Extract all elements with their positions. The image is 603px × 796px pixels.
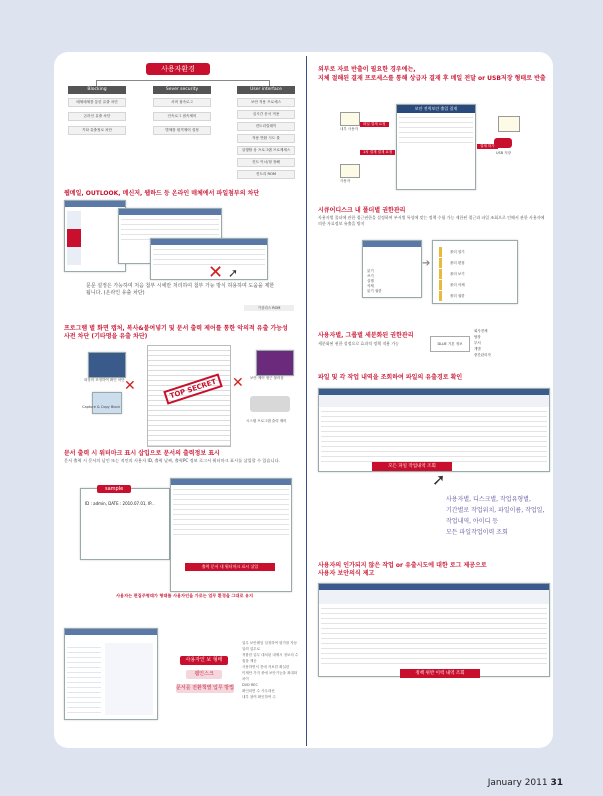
sec6-item: 부서 [474,341,481,345]
tree-column-server [153,98,211,140]
sec7-list-item: 모든 파일작업이력 조회 [446,529,508,536]
approval-label-2: 1차 결재 결재 요청 [360,150,395,155]
footer-year: 2011 [524,778,548,788]
perm-item: 읽기 권한 [367,289,382,293]
sec4-pill-1: 웹인스크 [186,670,222,679]
sec1-block-x-icon: ✕ [208,262,224,283]
sec4-note: DVD REC [242,683,258,687]
tree-item-blocking: 메체메체를 통한 유출 차단 [68,98,126,107]
sec1-red-square [67,229,81,247]
footer-month: January [487,778,522,788]
tree-item-blocking: 온라인 유출 차단 [68,112,126,121]
sec6-item: 회사전체 [474,329,488,333]
top-heading-2: 지체 절해된 결재 프로세스를 통해 상급자 결재 후 메일 전달 or USB저장 형태로 반출 [318,75,546,82]
sec7-list-item: 작업내역, 아이디 등 [446,518,499,525]
approval-label-6: USB 저장 [496,151,512,155]
sec7-list-item: 기간별로 작업위치, 파일이름, 작업일, [446,507,545,514]
folder-item: 폴더 권한 [439,291,465,301]
tree-item-server: 별체를 원격제어 설정 [153,126,211,135]
tree-item-ui: 컨트리 ROM [237,170,295,179]
sec5-desc: 사용자별 폴더에 관한 접근권한을 설정하여 부서별 특성에 맞는 정책 수립 가능 제한된 접근과 파일 조회으로 인해서 관한 사용자에 의한 자료정보 유출을 방지 [318,215,545,226]
sec2-label-4: 시스템 프로그램 출력 제어 [246,419,287,423]
sec2-x-right-icon: ✕ [232,375,244,391]
sec1-tag: 기상리스 ROM [244,305,294,311]
sec6-item: 개별 [474,347,481,351]
log-row [321,659,547,664]
sec6-item: 중간관리자 [474,353,491,357]
sec2-top-secret: TOP SECRET [163,373,223,404]
page-footer [488,778,563,788]
tree-item-server: 서버 접속로그 [153,98,211,107]
sec5-permission-dialog [362,240,422,298]
sec1-heading: 웹메일, OUTLOOK, 메신저, 웹하드 등 온라인 매체에서 파일첨부의 차단 [64,190,260,197]
approval-label-8: 사용자 [340,179,351,183]
approval-label-0: 내부 사용자 [340,127,359,131]
perm-item: 실행 [367,279,374,283]
approval-envelope-right-icon [498,116,520,132]
sec3-sample-text: ID : admin, DATE : 2010.07.01, IP... [85,501,155,506]
sec4-file-area [105,643,153,715]
perm-list [367,269,382,294]
sec4-notes [242,640,300,700]
tree-item-ui: 적용 반환 시도 룰 [237,134,295,143]
folder-list [439,247,465,302]
sec2-x-left-icon: ✕ [124,378,136,394]
sec4-note: 내부 참여 확인하여 수 [242,695,276,699]
column-divider [306,56,307,746]
tree-column-blocking [68,98,126,140]
sec4-pill-0: 사용자인 보 형태 [180,656,228,665]
title-box: 사용자환경 [146,63,210,75]
sec2-label-2: Capture & Copy Block [82,405,121,409]
folder-item: 폴더 편집 [439,258,465,268]
sec2-label-0: 화상의 조정하여 확인 차단 [84,378,125,382]
approval-envelope-bottom-icon [340,164,360,178]
perm-item: 삭제 [367,284,374,288]
tree-header-server: Sever security [153,86,211,94]
sec6-box: DLUE 기본 정보 [430,336,470,352]
sec2-monitor-right [256,350,294,376]
approval-label-3: 결재 허가 [477,144,498,149]
sec4-note: 업무 보안레임 설정하여 뭔가를 자동입력 업무로 [242,641,298,651]
sec3-heading: 문서 출력 시 워터마크 표시 삽입으로 문서의 출력정보 표시 [64,450,220,457]
approval-envelope-left-icon [340,112,360,126]
sec3-sample-label: sample [97,485,131,493]
sec4-tree [67,643,101,715]
sec7-cursor-icon: ➚ [432,470,446,489]
folder-item: 폴더 열기 [439,247,465,257]
sec2-label-3: 보안 제어 접근 불러움 [250,376,284,380]
tree-item-ui: 보안 적용 프로세스 [237,98,295,107]
sec7-log-rows [319,407,549,462]
tree-column-ui [237,98,295,182]
sec5-heading: 시큐어디스크 내 폴더별 권한관리 [318,207,406,214]
footer-page-number: 31 [550,778,563,788]
sec4-heading: 사용자는 편집주형태가 형태를 사용자인을 가로는 업무 환경을 그대로 유지 [116,593,254,598]
tree-item-ui: 실행할 상 프로그램 프로제세스 [237,146,295,155]
sec6-items [474,328,491,358]
sec8-heading-2: 사용자 보안의식 제고 [318,570,375,577]
top-heading: 외부로 자료 반출이 필요한 경우에는, [318,66,416,73]
sec4-explorer [64,628,158,720]
sec8-log-rows [319,604,549,664]
sec7-list-item: 사용자별, 디스크별, 작업유형별, [446,496,531,503]
sec7-list [446,494,556,538]
sec8-log-window [318,583,550,677]
sec7-banner: 모든 파일 작업내역 조회 [372,462,452,471]
sec6-heading: 사용자별, 그룹별 세분화된 권한관리 [318,332,414,339]
sec8-heading: 사용자의 인가되지 않은 작업 or 유출시도에 대한 로그 제공으로 [318,562,487,569]
perm-item: 쓰기 [367,274,374,278]
tree-item-blocking: 기타 유출정로 차단 [68,126,126,135]
tree-item-ui: 실시간 문서 적용 [237,110,295,119]
approval-window [396,104,476,190]
sec4-note: 이제안 가지 중에 보안기능을 최대화 차이 [242,671,298,681]
tree-header-blocking: Blocking [68,86,126,94]
approval-title: 보안 전력보안 출입 결재 [397,105,475,113]
sec5-folder-window [432,240,518,304]
tree-item-ui: 컨트 이너/형 장해 [237,158,295,167]
sec4-note: 사용하면서 전에 자보한 확실한 [242,665,290,669]
sec6-item: 팀장 [474,335,481,339]
sec7-heading: 파일 및 각 작업 내역을 조회하여 파일의 유출경로 확인 [318,374,463,381]
sec4-note: 적합한 업무 대처된 내제시 정보의 수집을 제공 [242,653,299,663]
sec5-arrow-icon: ➔ [422,258,431,269]
tree-header-ui: User interface [237,86,295,94]
sec1-caption: 문문 설정은 가능하며 처음 첨부 시에만 처리하여 첨부 가능 방식 허용하며 도움을 제한됩니다. (온라인 유출 차단) [86,283,275,296]
sec3-sample-doc [80,488,170,560]
sec6-desc: 세분화된 권한 설정으로 효과적 정책 적용 가능 [318,341,400,346]
approval-label-1: 파일 결재 요청 [360,122,389,127]
sec4-pill-2: 문서를 전환책별 업무 방법 [176,685,234,691]
sec4-note: 확인되면 수 사무대선 [242,689,275,693]
tree-item-ui: 컨트리킬레이 [237,122,295,131]
tree-item-server: 인속로그 접속제어 [153,112,211,121]
sec3-banner: 출력 문서 내 워터마크 표시 삽입 [185,563,275,571]
sec3-desc: 문서 출력 시 문서의 날인 또는 적인의 사용자 ID, 출력 날짜, 출력PC 정보 로그서 워터마크 표시를 삽입할 수 있습니다. [64,458,280,463]
sec2-heading: 프로그램 별 화면 캡처, 복사&붙여넣기 및 문서 출력 제어를 통한 악의적 유출 가능성 사전 차단 (기타명을 유출 차단) [64,325,288,340]
folder-item: 폴더 보기 [439,269,465,279]
sec2-printer [250,396,290,412]
sec3-dialog [170,478,292,592]
sec7-log-window [318,388,550,472]
sec1-explorer-window [64,200,126,272]
sec2-monitor-left [88,352,126,378]
sec8-banner: 정책 위반 이력 내역 조회 [400,669,480,678]
perm-item: 읽기 [367,269,374,273]
folder-item: 폴더 삭제 [439,280,465,290]
sec1-cursor-icon: ➚ [228,266,239,280]
